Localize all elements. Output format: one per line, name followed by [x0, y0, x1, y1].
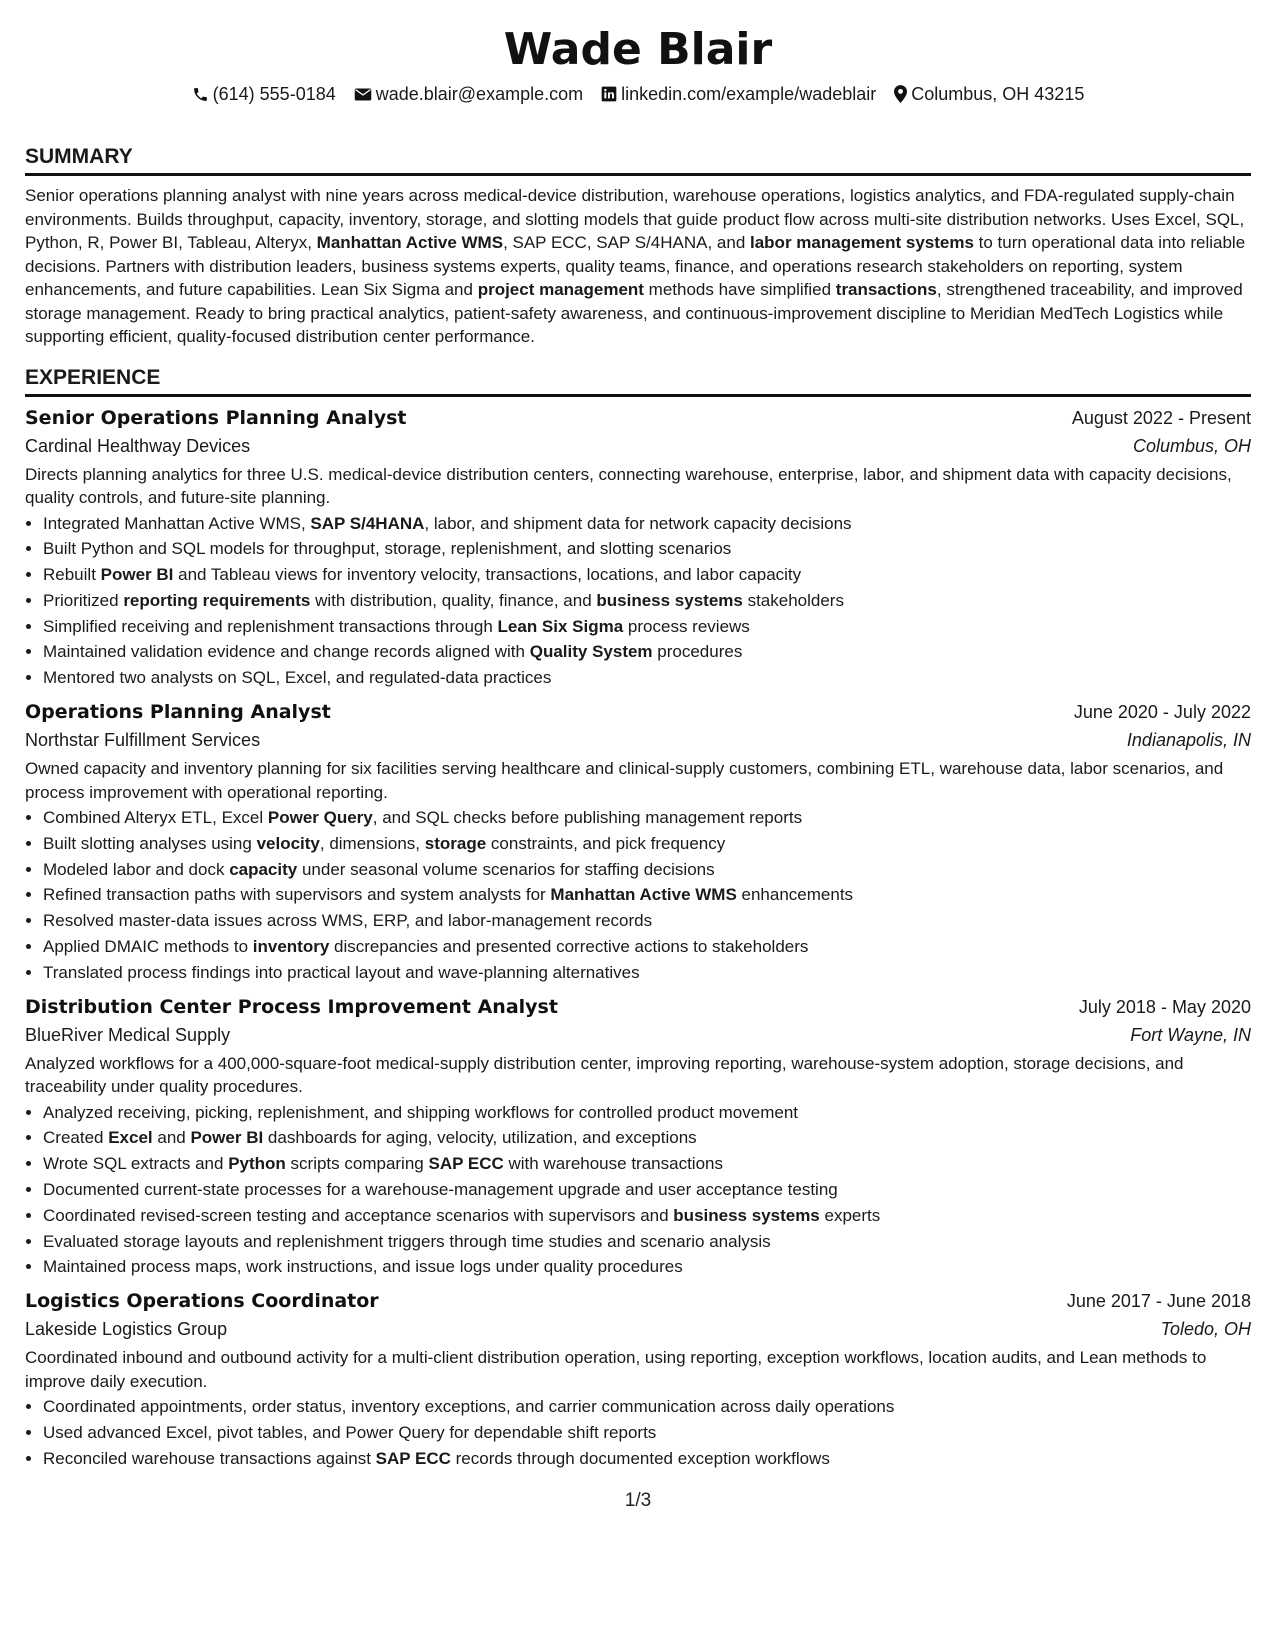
job-bullets — [25, 511, 1251, 692]
bold-keyword: Power BI — [190, 1128, 264, 1148]
text-run: , SAP ECC, SAP S/4HANA, and — [503, 233, 750, 252]
job-description: Directs planning analytics for three U.S. medical-device distribution centers, connecting warehouse, enterprise, labor, and shipment data with capacity decisions, quality controls, and future-site planning. — [25, 464, 1232, 507]
summary-paragraph — [25, 184, 1251, 349]
text-run: enhancements — [736, 885, 854, 905]
text-run: stakeholders — [742, 590, 844, 610]
bold-keyword: Lean Six Sigma — [497, 616, 624, 636]
text-run: Refined transaction paths with supervisors and system analysts for — [43, 885, 551, 905]
bold-keyword: capacity — [229, 859, 298, 879]
bold-keyword: Python — [228, 1154, 286, 1174]
bullet-item — [43, 1125, 1251, 1151]
bold-keyword: project management — [477, 280, 644, 299]
text-run: Coordinated revised-screen testing and acceptance scenarios with supervisors and — [43, 1205, 674, 1225]
contact-phone — [192, 82, 336, 106]
text-run: process reviews — [623, 616, 750, 636]
text-run: Built Python and SQL models for throughput, storage, replenishment, and slotting scenarios — [43, 539, 732, 559]
bullet-item — [43, 1100, 1251, 1126]
page-number: 1/3 — [624, 1490, 652, 1511]
bullet-item — [43, 665, 1251, 691]
job-bullets — [25, 805, 1251, 986]
envelope-icon — [354, 87, 372, 102]
text-run: , strengthened traceability, and improved storage management. Ready to bring practical analytics, patient-safety awareness, and continuous-improvement discipline to Meridian MedTech Logistics while supporting efficient, quality-focused distribution center performance. — [25, 280, 1243, 346]
job-header-row — [25, 698, 1251, 726]
job-header-row — [25, 404, 1251, 432]
bold-keyword: transactions — [835, 280, 937, 299]
bullet-item — [43, 857, 1251, 883]
text-run: Modeled labor and dock — [43, 859, 230, 879]
text-run: Built slotting analyses using — [43, 833, 257, 853]
bold-keyword: storage — [424, 833, 487, 853]
bullet-item — [43, 1446, 1251, 1472]
job-company-row — [25, 432, 1251, 460]
bold-keyword: Excel — [108, 1128, 153, 1148]
company-name: Lakeside Logistics Group — [25, 1319, 228, 1340]
text-run: records through documented exception workflows — [450, 1448, 830, 1468]
text-run: Resolved master-data issues across WMS, ERP, and labor-management records — [43, 911, 653, 931]
bold-keyword: business systems — [596, 590, 743, 610]
bold-keyword: business systems — [673, 1205, 820, 1225]
text-run: Applied DMAIC methods to — [43, 937, 253, 957]
text-run: scripts comparing — [285, 1154, 429, 1174]
job-location: Columbus, OH — [1132, 435, 1251, 456]
bold-keyword: Power Query — [267, 808, 373, 828]
job-dates: June 2017 - June 2018 — [1066, 1291, 1251, 1312]
job-entry — [25, 404, 1251, 692]
job-title: Senior Operations Planning Analyst — [25, 406, 407, 429]
bold-keyword: velocity — [256, 833, 320, 853]
bold-keyword: SAP S/4HANA — [310, 513, 425, 533]
linkedin-text: linkedin.com/example/wadeblair — [621, 84, 877, 104]
text-run: Analyzed receiving, picking, replenishment, and shipping workflows for controlled product movement — [43, 1102, 798, 1122]
text-run: Documented current-state processes for a warehouse-management upgrade and user acceptance testing — [43, 1180, 838, 1200]
bold-keyword: SAP ECC — [428, 1154, 504, 1174]
text-run: under seasonal volume scenarios for staffing decisions — [297, 859, 715, 879]
text-run: , dimensions, — [319, 833, 425, 853]
bullet-item — [43, 882, 1251, 908]
text-run: , labor, and shipment data for network capacity decisions — [424, 513, 852, 533]
resume-page — [25, 0, 1251, 1650]
text-run: Coordinated appointments, order status, inventory exceptions, and carrier communication across daily operations — [43, 1397, 895, 1417]
bold-keyword: Manhattan Active WMS — [550, 885, 737, 905]
job-description: Owned capacity and inventory planning for six facilities serving healthcare and clinical-supply customers, combining ETL, warehouse data, labor scenarios, and process improvement with operational reporting. — [25, 759, 1224, 802]
job-title: Operations Planning Analyst — [25, 701, 331, 724]
bullet-item — [43, 536, 1251, 562]
bold-keyword: inventory — [252, 937, 330, 957]
text-run: experts — [819, 1205, 881, 1225]
text-run: to turn operational data into reliable decisions. Partners with distribution leaders, business systems experts, quality teams, finance, and operations research stakeholders on reporting, system enhancements, and future capabilities. Lean Six Sigma and — [25, 233, 1246, 299]
text-run: Prioritized — [43, 590, 124, 610]
job-dates: August 2022 - Present — [1071, 407, 1251, 428]
job-company-row — [25, 1021, 1251, 1049]
text-run: and Tableau views for inventory velocity, transactions, locations, and labor capacity — [173, 565, 802, 585]
job-dates: July 2018 - May 2020 — [1078, 996, 1251, 1017]
text-run: Combined Alteryx ETL, Excel — [43, 808, 268, 828]
bullet-item — [43, 511, 1251, 537]
text-run: , and SQL checks before publishing management reports — [372, 808, 803, 828]
bullet-item — [43, 1254, 1251, 1280]
text-run: dashboards for aging, velocity, utilization, and exceptions — [263, 1128, 697, 1148]
bullet-item — [43, 639, 1251, 665]
text-run: Simplified receiving and replenishment transactions through — [43, 616, 498, 636]
text-run: Used advanced Excel, pivot tables, and Power Query for dependable shift reports — [43, 1423, 657, 1443]
text-run: with warehouse transactions — [503, 1154, 723, 1174]
map-pin-icon — [894, 85, 907, 103]
bold-keyword: Power BI — [100, 565, 174, 585]
bullet-item — [43, 831, 1251, 857]
text-run: Created — [43, 1128, 109, 1148]
bullet-item — [43, 960, 1251, 986]
job-title: Logistics Operations Coordinator — [25, 1290, 379, 1313]
contact-email[interactable] — [354, 82, 583, 106]
phone-text: (614) 555-0184 — [212, 84, 336, 104]
summary-heading: SUMMARY — [25, 144, 1251, 176]
bold-keyword: labor management systems — [750, 233, 974, 252]
bullet-item — [43, 562, 1251, 588]
bold-keyword: Manhattan Active WMS — [316, 233, 504, 252]
bullet-item — [43, 1177, 1251, 1203]
text-run: Maintained process maps, work instructions, and issue logs under quality procedures — [43, 1257, 683, 1277]
job-entry — [25, 993, 1251, 1281]
text-run: Maintained validation evidence and change records aligned with — [43, 642, 530, 662]
bullet-item — [43, 1203, 1251, 1229]
contact-linkedin[interactable] — [601, 82, 876, 106]
text-run: Senior operations planning analyst with nine years across medical-device distribution, warehouse operations, logistics analytics, and FDA-regulated supply-chain environments. Builds throughput, capacity, inventory, storage, and slotting models that guide product flow across multi-site distribution networks. Uses Excel, SQL, Python, R, Power BI, Tableau, Alteryx, — [25, 186, 1245, 252]
contact-line — [25, 82, 1251, 106]
bullet-item — [43, 1420, 1251, 1446]
job-location: Fort Wayne, IN — [1130, 1024, 1251, 1045]
text-run: Wrote SQL extracts and — [43, 1154, 229, 1174]
job-dates: June 2020 - July 2022 — [1073, 702, 1251, 723]
contact-location — [894, 82, 1084, 106]
bullet-item — [43, 805, 1251, 831]
job-entry — [25, 698, 1251, 986]
text-run: Mentored two analysts on SQL, Excel, and regulated-data practices — [43, 668, 552, 688]
job-description: Coordinated inbound and outbound activity for a multi-client distribution operation, using reporting, exception workflows, location audits, and Lean methods to improve daily execution. — [25, 1348, 1207, 1391]
location-text: Columbus, OH 43215 — [911, 84, 1085, 104]
bold-keyword: Quality System — [529, 642, 653, 662]
job-description: Analyzed workflows for a 400,000-square-foot medical-supply distribution center, improving reporting, warehouse-system adoption, storage decisions, and traceability under quality procedures. — [25, 1053, 1184, 1097]
bullet-item — [43, 588, 1251, 614]
bullet-item — [43, 1151, 1251, 1177]
linkedin-icon — [601, 86, 617, 102]
job-company-row — [25, 726, 1251, 754]
job-bullets — [25, 1394, 1251, 1471]
job-header-row — [25, 1287, 1251, 1315]
job-entry — [25, 1287, 1251, 1471]
email-text: wade.blair@example.com — [375, 84, 584, 104]
bullet-item — [43, 614, 1251, 640]
text-run: discrepancies and presented corrective actions to stakeholders — [329, 937, 809, 957]
text-run: Rebuilt — [43, 565, 101, 585]
experience-list — [25, 404, 1251, 1472]
job-location: Toledo, OH — [1160, 1319, 1251, 1340]
text-run: constraints, and pick frequency — [486, 833, 726, 853]
text-run: Evaluated storage layouts and replenishment triggers through time studies and scenario analysis — [43, 1231, 771, 1251]
job-bullets — [25, 1100, 1251, 1281]
bullet-item — [43, 1394, 1251, 1420]
text-run: with distribution, quality, finance, and — [310, 590, 597, 610]
company-name: Cardinal Healthway Devices — [25, 435, 251, 456]
job-location: Indianapolis, IN — [1126, 730, 1251, 751]
text-run: Reconciled warehouse transactions against — [43, 1448, 376, 1468]
bullet-item — [43, 1229, 1251, 1255]
bold-keyword: reporting requirements — [123, 590, 311, 610]
text-run: procedures — [652, 642, 743, 662]
text-run: Translated process findings into practical layout and wave-planning alternatives — [43, 962, 640, 982]
experience-heading: EXPERIENCE — [25, 365, 1251, 397]
company-name: Northstar Fulfillment Services — [25, 730, 261, 751]
bullet-item — [43, 934, 1251, 960]
company-name: BlueRiver Medical Supply — [25, 1024, 231, 1045]
job-header-row — [25, 993, 1251, 1021]
bullet-item — [43, 908, 1251, 934]
job-title: Distribution Center Process Improvement Analyst — [25, 995, 558, 1018]
text-run: Integrated Manhattan Active WMS, — [43, 513, 311, 533]
text-run: methods have simplified — [643, 280, 836, 299]
candidate-name: Wade Blair — [503, 24, 773, 75]
text-run: and — [152, 1128, 191, 1148]
bold-keyword: SAP ECC — [375, 1448, 451, 1468]
job-company-row — [25, 1315, 1251, 1343]
phone-icon — [192, 86, 209, 103]
